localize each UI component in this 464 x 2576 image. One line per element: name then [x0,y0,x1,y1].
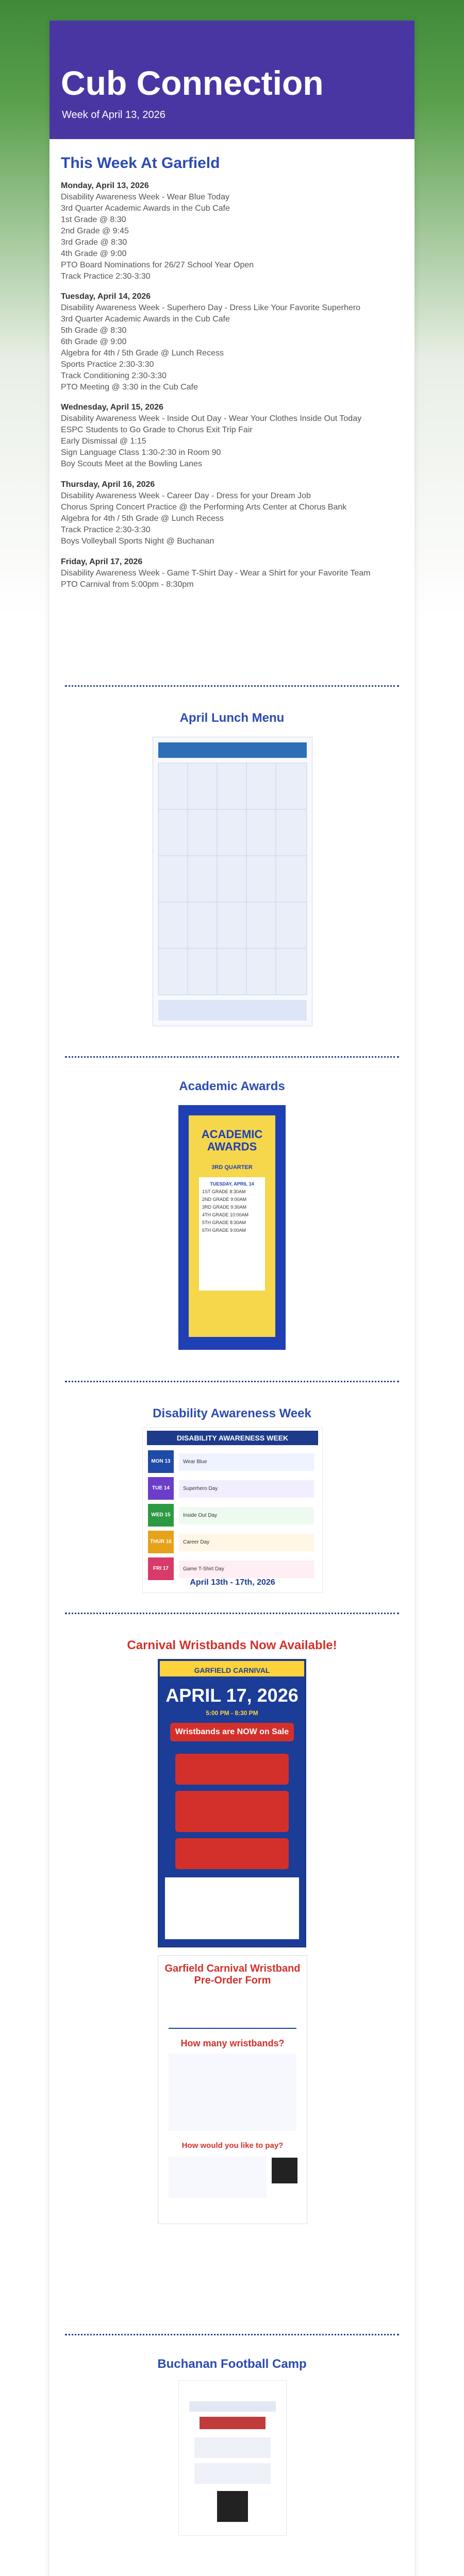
day-line: Sign Language Class 1:30-2:30 in Room 90 [61,448,221,457]
day-line: Track Conditioning 2:30-3:30 [61,371,167,380]
day-line: Disability Awareness Week - Inside Out Day - Wear Your Clothes Inside Out Today [61,414,362,423]
daw-banner: DISABILITY AWARENESS WEEK [147,1431,318,1445]
day-line: Disability Awareness Week - Superhero Day - Dress Like Your Favorite Superhero [61,303,361,312]
football-flyer-graphic [179,2381,286,2535]
section-title: April Lunch Menu [179,711,285,725]
day-line: 3rd Grade @ 8:30 [61,238,127,247]
day-line: Disability Awareness Week - Game T-Shirt Day - Wear a Shirt for your Favorite Team [61,569,371,578]
day-line: 3rd Quarter Academic Awards in the Cub Cafe [61,204,230,213]
day-line: 1st Grade @ 8:30 [61,215,126,224]
section-title: Academic Awards [179,1079,285,1093]
academic-awards-poster [178,1105,286,1350]
disability-awareness-section [49,1406,415,1421]
lunch-menu-image [153,737,312,1026]
day-line: Sports Practice 2:30-3:30 [61,360,154,369]
poster-schedule: TUESDAY, APRIL 14 1ST GRADE 8:30AM 2ND GRADE 9:00AM 3RD GRADE 9:30AM 4TH GRADE 10:00AM 5TH GRADE 8:30AM 6TH GRADE 9:00AM [199,1177,265,1291]
football-camp-section [49,2357,415,2371]
section-title: Buchanan Football Camp [157,2357,307,2371]
day-line: Disability Awareness Week - Wear Blue Today [61,193,229,201]
day-heading: Wednesday, April 15, 2026 [61,403,163,412]
wristband-form [158,1955,307,2224]
section-divider [65,685,399,687]
disability-awareness-graphic: DISABILITY AWARENESS WEEK MON 13 TUE 14 WED 15 THUR 16 FRI 17 Wear Blue Superhero Day Inside Out Day Career Day Game T-Shirt Day April 13th - 17th, 2026 [142,1427,323,1593]
day-line: Early Dismissal @ 1:15 [61,437,146,446]
day-tuesday [61,291,401,393]
day-line: Track Practice 2:30-3:30 [61,272,151,281]
day-wednesday [61,402,401,470]
section-divider [65,1381,399,1382]
day-line: 4th Grade @ 9:00 [61,249,127,258]
newsletter-header [49,21,415,139]
daw-footer: April 13th - 17th, 2026 [190,1578,275,1587]
day-heading: Monday, April 13, 2026 [61,181,149,190]
wristbands-section [49,1638,415,1653]
day-heading: Friday, April 17, 2026 [61,557,143,566]
day-line: Boys Volleyball Sports Night @ Buchanan [61,537,214,546]
day-line: Disability Awareness Week - Career Day - Dress for your Dream Job [61,492,311,500]
day-line: Algebra for 4th / 5th Grade @ Lunch Recess [61,349,224,358]
flyer-date: APRIL 17, 2026 [165,1685,299,1706]
section-title: Disability Awareness Week [153,1406,311,1420]
day-line: PTO Board Nominations for 26/27 School Year Open [61,261,254,269]
day-line: Boy Scouts Meet at the Bowling Lanes [61,460,202,468]
day-line: PTO Carnival from 5:00pm - 8:30pm [61,580,194,589]
qr-code-icon [272,2158,297,2183]
day-line: Chorus Spring Concert Practice @ the Performing Arts Center at Chorus Bank [61,503,347,512]
day-line: 5th Grade @ 8:30 [61,326,127,335]
day-monday [61,180,401,282]
day-line: PTO Meeting @ 3:30 in the Cub Cafe [61,383,198,392]
day-line: 2nd Grade @ 9:45 [61,227,129,235]
form-title: Garfield Carnival Wristband Pre-Order Form [164,1963,301,1986]
day-line: 3rd Quarter Academic Awards in the Cub Cafe [61,315,230,324]
day-heading: Tuesday, April 14, 2026 [61,292,151,301]
wristband-flyer [158,1659,306,1947]
newsletter-title: Cub Connection [61,64,324,102]
day-thursday [61,479,401,547]
section-divider [65,2334,399,2335]
day-line: Track Practice 2:30-3:30 [61,526,151,534]
flyer-time: 5:00 PM - 8:30 PM [206,1709,258,1717]
section-divider [65,1056,399,1058]
section-title: Carnival Wristbands Now Available! [127,1638,337,1652]
day-heading: Thursday, April 16, 2026 [61,480,155,489]
poster-title: ACADEMIC AWARDS [201,1128,263,1154]
day-line: 6th Grade @ 9:00 [61,337,127,346]
football-camp-flyer [178,2380,287,2536]
flyer-top: GARFIELD CARNIVAL [194,1666,270,1674]
this-week-section [49,155,415,608]
lunch-menu-section [49,711,415,725]
form-pay-question: How would you like to pay? [181,2141,284,2150]
lunch-menu-graphic [153,737,312,1026]
academic-awards-section [49,1079,415,1094]
day-line: Algebra for 4th / 5th Grade @ Lunch Recess [61,514,224,523]
day-friday [61,556,401,590]
newsletter-subtitle: Week of April 13, 2026 [62,109,165,121]
section-divider [65,1613,399,1614]
week-title: This Week At Garfield [61,155,220,172]
day-line: ESPC Students to Go Grade to Chorus Exit Trip Fair [61,426,253,434]
flyer-banner: Wristbands are NOW on Sale [170,1723,294,1741]
form-subtitle: How many wristbands? [180,2038,285,2048]
poster-subtitle: 3RD QUARTER [211,1164,253,1171]
